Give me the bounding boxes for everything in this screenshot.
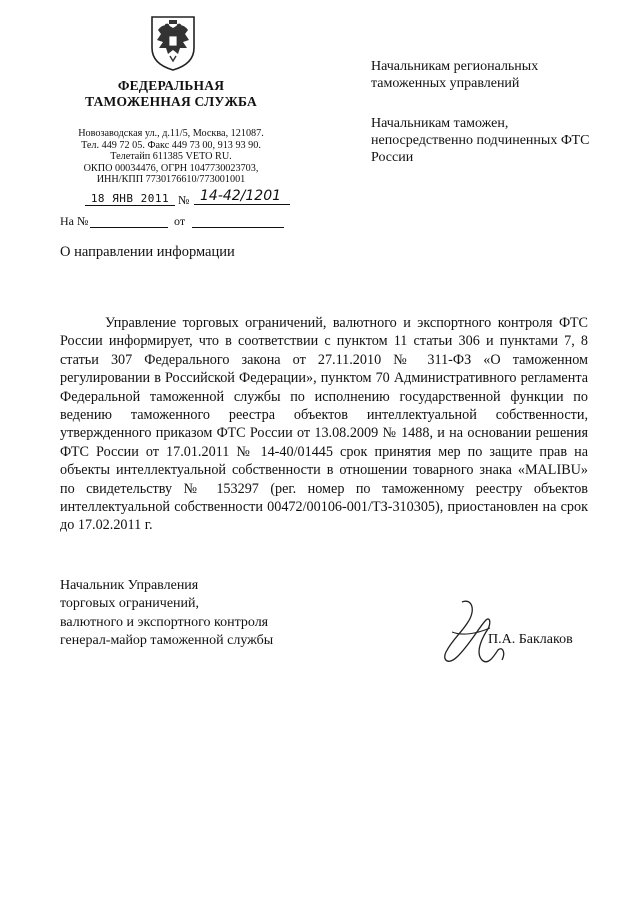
contact-line: ОКПО 00034476, ОГРН 1047730023703, xyxy=(83,162,259,174)
reference-number-label: На № xyxy=(60,214,89,228)
registration-number: 14-42/1201 xyxy=(194,188,290,205)
registration-number-label: № xyxy=(178,193,190,207)
reference-line xyxy=(60,214,290,232)
contact-line: ИНН/КПП 7730176610/773001001 xyxy=(96,174,246,186)
signer-title-line: Начальник Управления xyxy=(60,578,199,593)
reference-date-blank xyxy=(192,227,284,228)
organization-contacts xyxy=(66,128,276,186)
recipient: Начальникам таможен, непосредственно подчиненных ФТС России xyxy=(371,116,590,165)
signer-title-line: торговых ограничений, xyxy=(60,596,200,612)
letter-subject: О направлении информации xyxy=(60,244,235,260)
registration-date: 18 ЯНВ 2011 xyxy=(85,192,175,206)
reference-date-label: от xyxy=(174,214,186,228)
organization-name xyxy=(66,78,276,110)
contact-line: Новозаводская ул., д.11/5, Москва, 121087. xyxy=(78,128,264,139)
signer-title-line: валютного и экспортного контроля xyxy=(60,614,269,630)
coat-of-arms-emblem xyxy=(148,14,198,72)
reference-number-blank xyxy=(90,227,168,228)
registration-line xyxy=(60,188,290,210)
signer-name: П.А. Баклаков xyxy=(488,632,573,647)
letter-body xyxy=(60,314,588,535)
org-name-line-2: ТАМОЖЕННАЯ СЛУЖБА xyxy=(85,94,257,109)
org-name-line-1: ФЕДЕРАЛЬНАЯ xyxy=(117,78,225,93)
recipient: Начальникам региональных таможенных управлений xyxy=(371,59,539,91)
contact-line: Тел. 449 72 05. Факс 449 73 00, 913 93 90. xyxy=(81,139,261,151)
recipients-block xyxy=(371,58,611,189)
contact-line: Телетайп 611385 VETO RU. xyxy=(110,151,232,163)
signer-title-line: генерал-майор таможенной службы xyxy=(60,633,274,649)
letter-body-text: Управление торговых ограничений, валютного и экспортного контроля ФТС России информирует, что в соответствии с пунктом 11 статьи 306 и пунктами 7, 8 статьи 307 Федерального закона от 27.11.2010 № 311-ФЗ «О таможенном регулировании в Российской Федерации», пунктом 70 Административного регламента Федеральной таможенной службы по исполнению государственной функции по ведению таможенного реестра объектов интеллектуальной собственности, утвержденного приказом ФТС России от 13.08.2009 № 1488, и на основании решения ФТС России от 17.01.2011 № 14-40/01445 срок принятия мер по защите прав на объекты интеллектуальной собственности в отношении товарного знака «MALIBU» по свидетельству № 153297 (рег. номер по таможенному реестру объектов интеллектуальной собственности 00472/00106-001/ТЗ-310305), приостановлен на срок до 17.02.2011 г. xyxy=(60,315,588,534)
signer-title xyxy=(60,577,320,651)
